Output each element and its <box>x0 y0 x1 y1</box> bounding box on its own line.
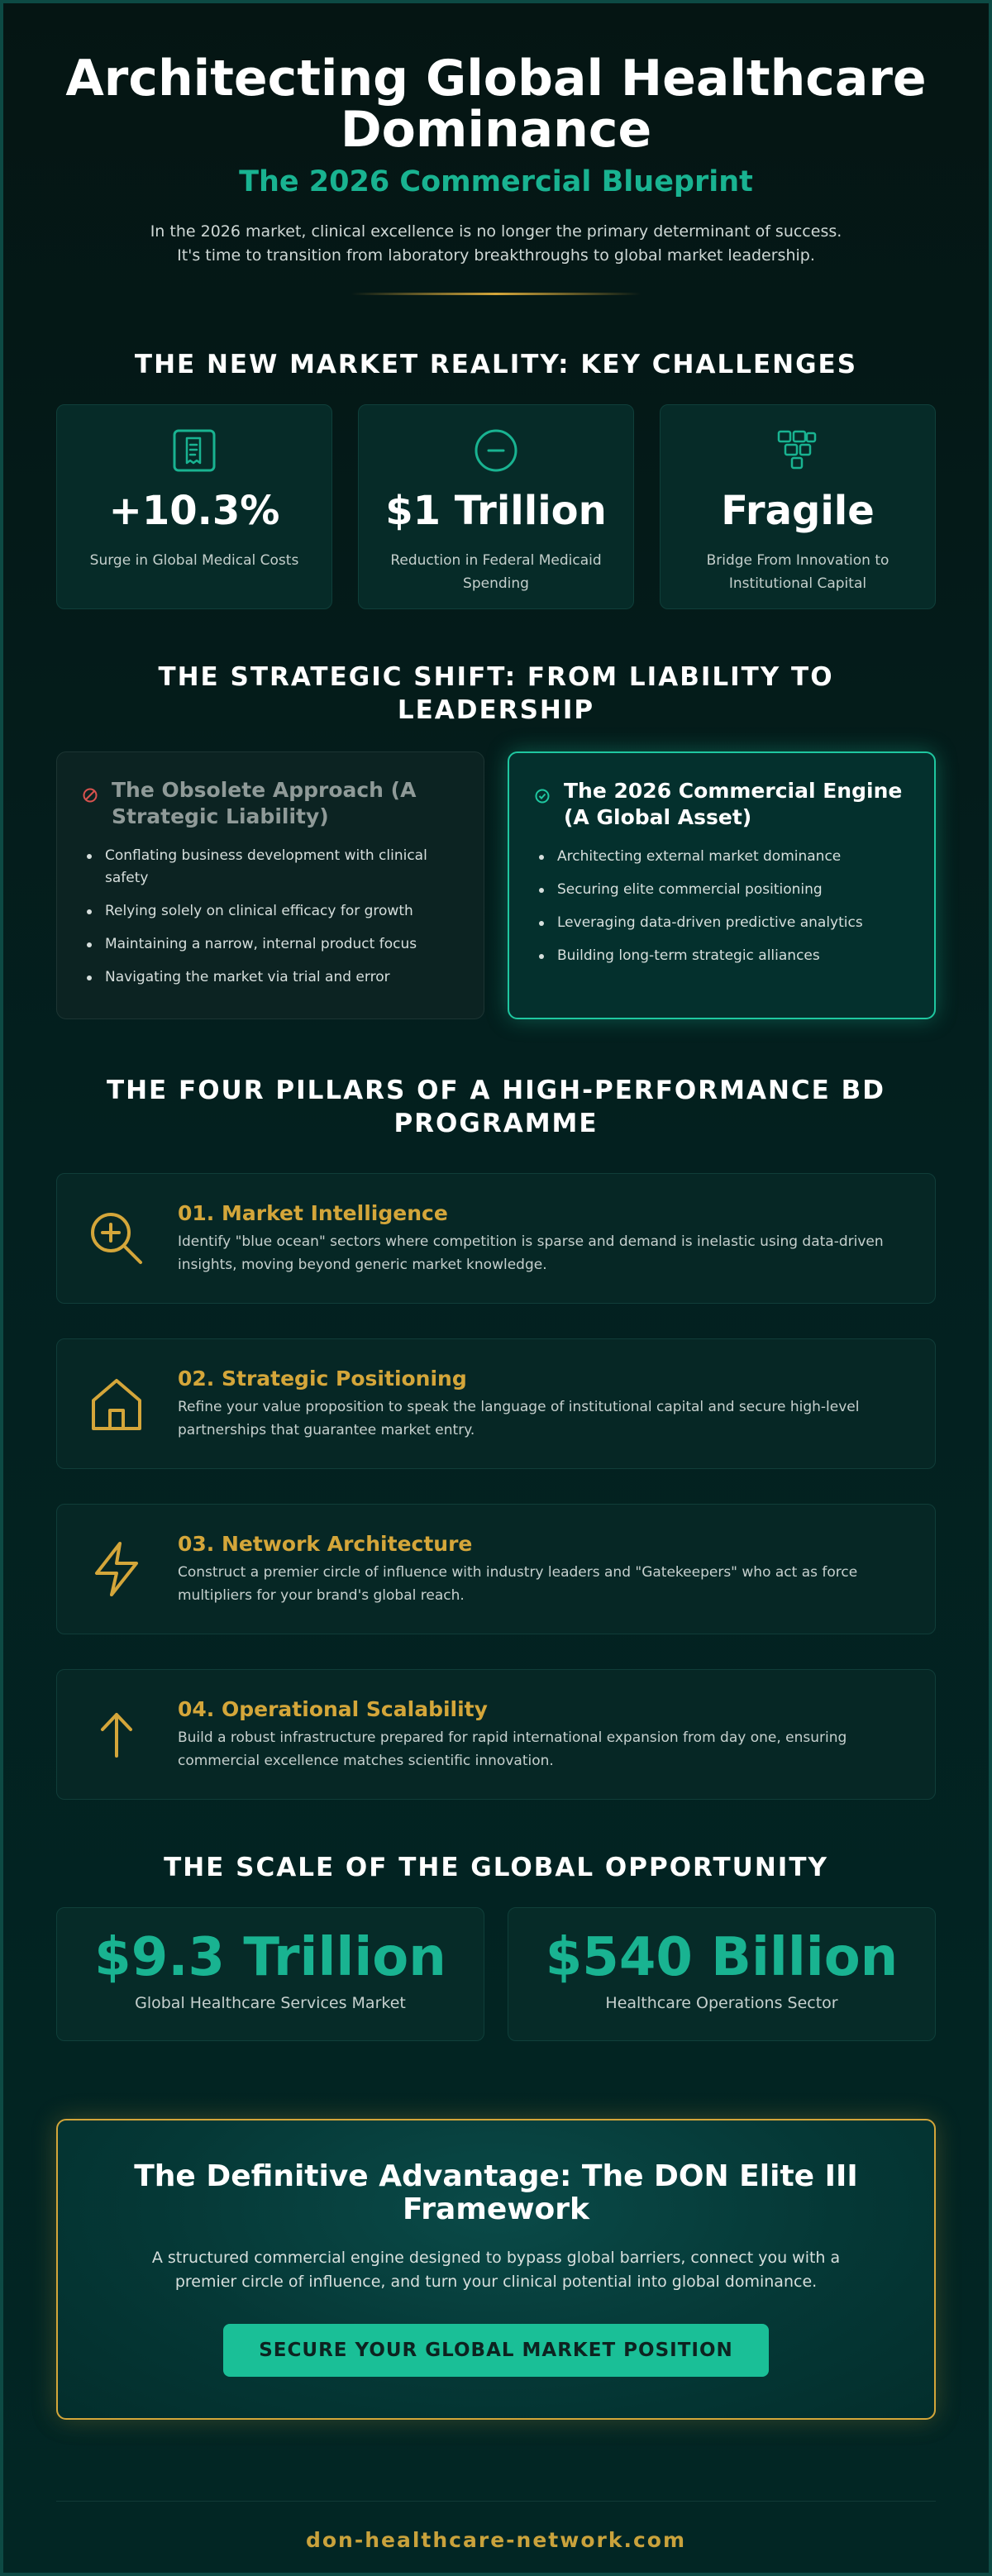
intro-text <box>124 220 868 268</box>
card-header <box>534 778 909 831</box>
pillar-description: Construct a premier circle of influence with industry leaders and "Gatekeepers" who act as force multipliers for your brand's global reach. <box>178 1564 858 1604</box>
opportunity-card <box>508 1907 936 2041</box>
intro-line-1: In the 2026 market, clinical excellence is no longer the primary determinant of success. <box>150 222 842 241</box>
opportunity-value: $9.3 Trillion <box>94 1927 446 1988</box>
opportunity-label: Healthcare Operations Sector <box>605 1994 838 2012</box>
card-header <box>82 777 459 830</box>
pillar-name: 03. Network Architecture <box>178 1532 473 1556</box>
stat-label: Reduction in Federal Medicaid Spending <box>390 552 602 592</box>
receipt-icon <box>57 427 331 475</box>
cta-description: A structured commercial engine designed to bypass global barriers, connect you with a premier circle of influence, and turn your clinical potential into global dominance. <box>151 2249 841 2291</box>
footer-link[interactable]: don-healthcare-network.com <box>305 2528 686 2552</box>
page-subtitle: The 2026 Commercial Blueprint <box>239 165 753 198</box>
stat-label: Bridge From Innovation to Institutional Capital <box>706 552 889 592</box>
opportunity-label: Global Healthcare Services Market <box>135 1994 406 2012</box>
opportunity-value: $540 Billion <box>545 1927 899 1988</box>
pillars-list <box>56 1173 936 1800</box>
pillar-description: Refine your value proposition to speak the language of institutional capital and secure high-level partnerships that guarantee market entry. <box>178 1399 860 1438</box>
stat-card <box>358 404 634 609</box>
page-title <box>56 50 936 159</box>
pillar-text <box>178 1531 910 1607</box>
challenges-title: THE NEW MARKET REALITY: KEY CHALLENGES <box>134 350 858 379</box>
commercial-engine-card <box>508 751 936 1019</box>
comparison <box>56 751 936 1019</box>
list-item: Leveraging data-driven predictive analytics <box>537 912 909 934</box>
list-item: Building long-term strategic alliances <box>537 945 909 967</box>
scale-title: THE SCALE OF THE GLOBAL OPPORTUNITY <box>164 1853 828 1882</box>
page-title-line-2: Dominance <box>340 101 652 159</box>
pillars-title-line-2: PROGRAMME <box>393 1109 599 1138</box>
pillar-name: 02. Strategic Positioning <box>178 1367 467 1391</box>
cta-panel <box>56 2119 936 2420</box>
list-item: Relying solely on clinical efficacy for growth <box>85 900 459 923</box>
check-circle-icon <box>534 778 564 808</box>
stat-card <box>56 404 332 609</box>
pillar-name: 04. Operational Scalability <box>178 1697 488 1721</box>
stat-value: +10.3% <box>108 488 280 534</box>
lightning-icon <box>87 1540 146 1598</box>
stat-value: Fragile <box>721 488 875 534</box>
home-icon <box>87 1376 146 1432</box>
list-item: Conflating business development with clinical safety <box>85 845 459 890</box>
obsolete-approach-card <box>56 751 484 1019</box>
list-item: Securing elite commercial positioning <box>537 879 909 901</box>
engine-list <box>534 846 909 967</box>
intro-line-2: It's time to transition from laboratory breakthroughs to global market leadership. <box>177 246 815 265</box>
obsolete-list <box>82 845 459 989</box>
pillars-title-line-1: THE FOUR PILLARS OF A HIGH-PERFORMANCE BD <box>106 1076 886 1105</box>
zoom-in-icon <box>87 1209 146 1267</box>
challenges-stats <box>56 404 936 609</box>
card-title: The 2026 Commercial Engine (A Global Asset) <box>564 779 903 829</box>
hero <box>56 3 936 295</box>
list-item: Navigating the market via trial and error <box>85 966 459 989</box>
cta-title: The Definitive Advantage: The DON Elite III Framework <box>134 2159 858 2226</box>
opportunity-stats <box>56 1907 936 2041</box>
pillar-description: Build a robust infrastructure prepared for rapid international expansion from day one, ensuring commercial excellence matches scientific innovation. <box>178 1729 847 1769</box>
minus-circle-icon <box>359 427 633 475</box>
stat-label: Surge in Global Medical Costs <box>89 552 299 569</box>
list-item: Maintaining a narrow, internal product focus <box>85 933 459 956</box>
pillar-card <box>56 1173 936 1304</box>
stat-card <box>660 404 936 609</box>
pillar-description: Identify "blue ocean" sectors where competition is sparse and demand is inelastic using data-driven insights, moving beyond generic market knowledge. <box>178 1233 884 1273</box>
pillar-card <box>56 1338 936 1469</box>
opportunity-card <box>56 1907 484 2041</box>
content <box>56 3 936 2552</box>
stat-value: $1 Trillion <box>385 488 607 534</box>
pillar-text <box>178 1366 910 1442</box>
pillar-card <box>56 1504 936 1634</box>
page-title-line-1: Architecting Global Healthcare <box>65 50 927 107</box>
card-title: The Obsolete Approach (A Strategic Liability) <box>112 778 417 828</box>
arrow-up-icon <box>87 1710 146 1759</box>
shift-title: THE STRATEGIC SHIFT: FROM LIABILITY TO LEADERSHIP <box>158 662 834 725</box>
pillar-name: 01. Market Intelligence <box>178 1201 448 1225</box>
pillar-text <box>178 1696 910 1772</box>
prohibited-icon <box>82 777 112 807</box>
list-item: Architecting external market dominance <box>537 846 909 868</box>
secure-position-button[interactable]: SECURE YOUR GLOBAL MARKET POSITION <box>223 2324 769 2377</box>
pillar-text <box>178 1200 910 1276</box>
puzzle-icon <box>661 427 935 475</box>
gold-divider <box>351 293 641 295</box>
footer-divider <box>56 2501 936 2502</box>
pillars-title <box>56 1074 936 1140</box>
pillar-card <box>56 1669 936 1800</box>
